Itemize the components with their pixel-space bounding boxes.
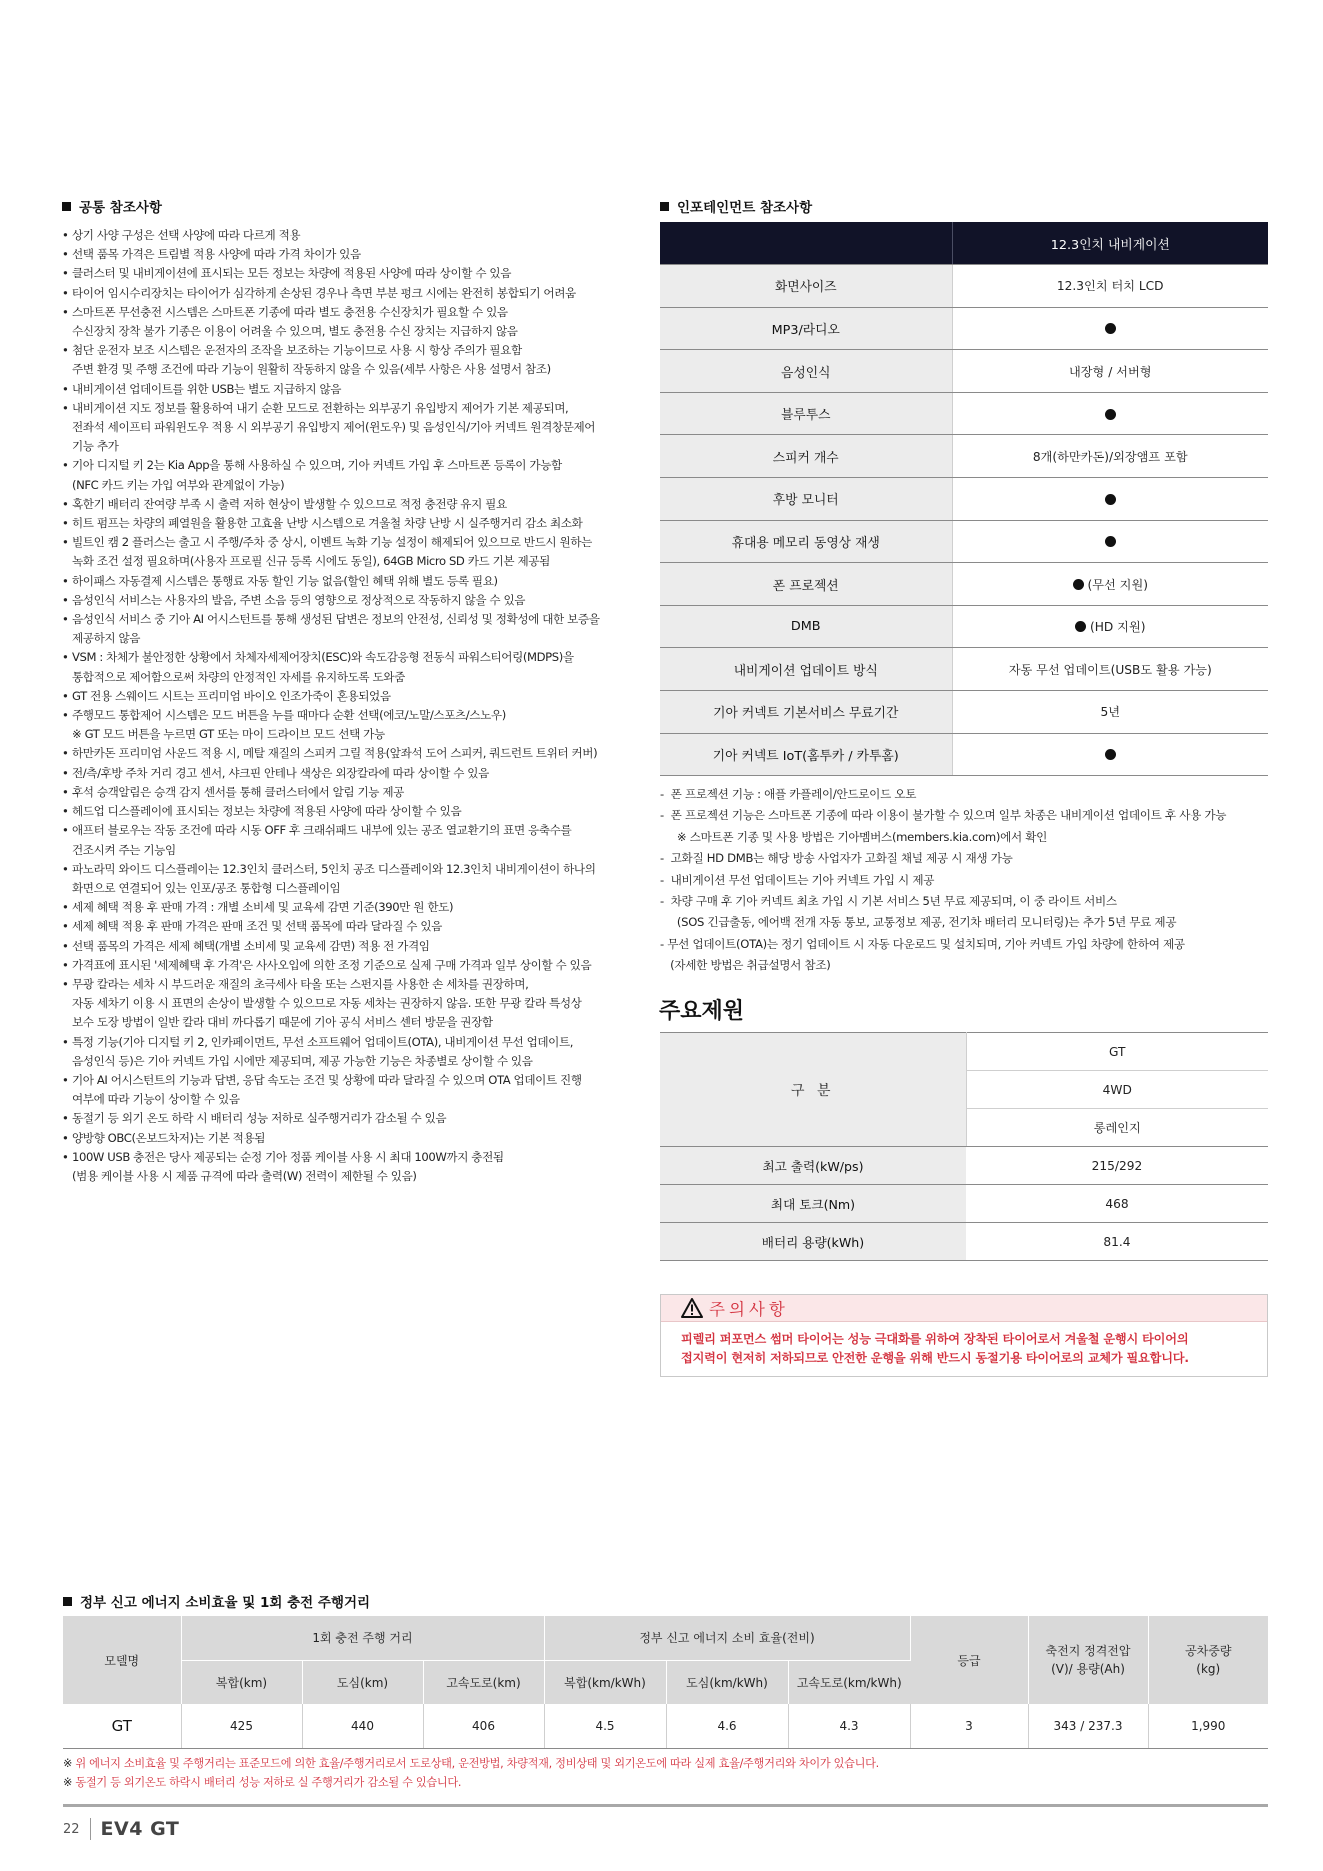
common-note-line: ※ GT 모드 버튼을 누르면 GT 또는 마이 드라이브 모드 선택 가능 [72, 727, 385, 742]
common-note-line: • 무광 칼라는 세차 시 부드러운 재질의 초극세사 타올 또는 스펀지를 사용한 손 세차를 권장하며, [72, 976, 529, 991]
energy-row [63, 1704, 1268, 1748]
common-note-line: • 양방향 OBC(온보드차저)는 기본 적용됨 [72, 1130, 266, 1145]
infotainment-row [660, 478, 1268, 521]
infotainment-row [660, 605, 1268, 648]
infotainment-label: 기아 커넥트 IoT(홈투카 / 카투홈) [660, 733, 952, 776]
reference-mark: ※ [63, 1776, 73, 1789]
infotainment-label: 화면사이즈 [660, 265, 952, 308]
common-note-line: • 하이패스 자동결제 시스템은 통행료 자동 할인 기능 없음(할인 혜택 위해 별도 등록 필요) [72, 573, 498, 588]
infotainment-value [952, 478, 1268, 521]
common-note-item [62, 303, 622, 341]
spec-label: 최대 토크(Nm) [660, 1185, 966, 1223]
infotainment-heading [660, 196, 812, 216]
infotainment-value [952, 265, 1268, 308]
filled-dot-icon [1105, 409, 1116, 420]
infotainment-label: 스피커 개수 [660, 435, 952, 478]
infotainment-value [952, 435, 1268, 478]
spec-table [660, 1032, 1268, 1261]
infotainment-header-blank [660, 222, 952, 265]
common-note-line: 기능 추가 [72, 439, 119, 454]
spec-value: 215/292 [966, 1147, 1268, 1185]
caution-header [661, 1295, 1267, 1322]
footer-separator [90, 1818, 91, 1840]
common-note-item [62, 937, 622, 956]
infotainment-value-text: 5년 [1100, 705, 1121, 720]
common-note-line: • 애프터 블로우는 작동 조건에 따라 시동 OFF 후 크래쉬패드 내부에 있는 공조 열교환기의 표면 응축수를 [72, 823, 572, 838]
common-note-item [62, 687, 622, 706]
common-note-line: • VSM : 차체가 불안정한 상황에서 차체자세제어장치(ESC)와 속도감응형 전동식 파워스티어링(MDPS)을 [72, 650, 574, 665]
energy-header-voltage [1028, 1616, 1148, 1704]
energy-table [63, 1616, 1268, 1749]
common-notes-heading [62, 196, 162, 216]
filled-dot-icon [1105, 749, 1116, 760]
common-note-line: • 타이어 임시수리장치는 타이어가 심각하게 손상된 경우나 측면 부분 펑크 시에는 완전히 봉합되기 어려움 [72, 285, 576, 300]
energy-heading [63, 1591, 370, 1611]
common-note-line: • 전/측/후방 주차 거리 경고 센서, 샤크핀 안테나 색상은 외장칼라에 따라 상이할 수 있음 [72, 765, 489, 780]
common-note-line: • 후석 승객알림은 승객 감지 센서를 통해 클러스터에서 알림 기능 제공 [72, 784, 404, 799]
common-note-line: • 상기 사양 구성은 선택 사양에 따라 다르게 적용 [72, 228, 301, 242]
common-note-line: • 기아 AI 어시스턴트의 기능과 답변, 응답 속도는 조건 및 상황에 따라 달라질 수 있으며 OTA 업데이트 진행 [72, 1072, 582, 1087]
common-notes-list [62, 226, 622, 1186]
infotainment-value [952, 605, 1268, 648]
common-note-line: • 가격표에 표시된 '세제혜택 후 가격'은 사사오입에 의한 조정 기준으로 실제 구매 가격과 일부 상이할 수 있음 [72, 957, 592, 972]
common-note-line: • 선택 품목의 가격은 세제 혜택(개별 소비세 및 교육세 감면) 적용 전 가격임 [72, 938, 430, 953]
infotainment-value-text: 내장형 / 서버형 [1069, 364, 1152, 379]
square-bullet-icon [63, 1597, 72, 1606]
spec-header-drive: 4WD [966, 1071, 1268, 1109]
spec-label: 최고 출력(kW/ps) [660, 1147, 966, 1185]
common-note-line: • 클러스터 및 내비게이션에 표시되는 모든 정보는 차량에 적용된 사양에 따라 상이할 수 있음 [72, 266, 512, 281]
energy-header-range-city: 도심(km) [302, 1660, 423, 1704]
common-note-line: • 파노라믹 와이드 디스플레이는 12.3인치 클러스터, 5인치 공조 디스플레이와 12.3인치 내비게이션이 하나의 [72, 861, 596, 876]
common-note-item [62, 744, 622, 763]
energy-header-eff-highway: 고속도로(km/kWh) [788, 1660, 910, 1704]
energy-title: 정부 신고 에너지 소비효율 및 1회 충전 주행거리 [80, 1595, 371, 1611]
infotainment-value [952, 733, 1268, 776]
infotainment-value [952, 307, 1268, 350]
common-note-line: 주변 환경 및 주행 조건에 따라 기능이 원활히 작동하지 않을 수 있음(세부 사항은 사용 설명서 참조) [72, 362, 551, 377]
energy-header-voltage-text: 축전지 정격전압(V)/ 용량(Ah) [1045, 1644, 1131, 1676]
spec-value: 468 [966, 1185, 1268, 1223]
common-note-line: • 동절기 등 외기 온도 하락 시 배터리 성능 저하로 실주행거리가 감소될 수 있음 [72, 1111, 447, 1126]
energy-header-eff-combined: 복합(km/kWh) [544, 1660, 666, 1704]
infotainment-row [660, 520, 1268, 563]
common-note-item [62, 380, 622, 399]
common-note-item [62, 764, 622, 783]
infotainment-note-line: (SOS 긴급출동, 에어백 전개 자동 통보, 교통정보 제공, 전기차 배터리 모니터링)는 추가 5년 무료 제공 [660, 915, 1177, 930]
infotainment-value-text: 8개(하만카돈)/외장앰프 포함 [1032, 449, 1188, 464]
common-note-line: • 선택 품목 가격은 트림별 적용 사양에 따라 가격 차이가 있음 [72, 247, 361, 262]
infotainment-label: 휴대용 메모리 동영상 재생 [660, 520, 952, 563]
infotainment-row [660, 350, 1268, 393]
energy-grade: 3 [910, 1704, 1028, 1748]
infotainment-value-text: 자동 무선 업데이트(USB도 활용 가능) [1008, 662, 1212, 677]
common-note-item [62, 495, 622, 514]
energy-header-model: 모델명 [63, 1616, 181, 1704]
common-note-line: • 헤드업 디스플레이에 표시되는 정보는 차량에 적용된 사양에 따라 상이할 수 있음 [72, 804, 462, 819]
common-note-item [62, 399, 622, 457]
infotainment-value-text: 12.3인치 터치 LCD [1056, 279, 1164, 294]
energy-note [63, 1754, 879, 1773]
common-note-line: • 내비게이션 지도 정보를 활용하여 내기 순환 모드로 전환하는 외부공기 유입방지 제어가 기본 제공되며, [72, 400, 569, 415]
spec-header-trim: GT [966, 1033, 1268, 1071]
common-note-item [62, 821, 622, 859]
energy-eff-highway: 4.3 [788, 1704, 910, 1748]
infotainment-value [952, 648, 1268, 691]
common-note-item [62, 514, 622, 533]
common-note-line: 제공하지 않음 [72, 631, 141, 646]
common-note-line: • 히트 펌프는 차량의 폐열원을 활용한 고효율 난방 시스템으로 겨울철 차량 난방 시 실주행거리 감소 최소화 [72, 516, 583, 531]
filled-dot-icon [1105, 536, 1116, 547]
common-note-line: 건조시켜 주는 기능임 [72, 842, 176, 857]
infotainment-value [952, 520, 1268, 563]
spec-title: 주요제원 [659, 999, 745, 1024]
spec-row [660, 1147, 1268, 1185]
energy-header-weight-text: 공차중량 (kg) [1185, 1644, 1232, 1676]
common-note-item [62, 898, 622, 917]
caution-title: 주의사항 [709, 1300, 789, 1319]
filled-dot-icon [1075, 621, 1086, 632]
infotainment-value [952, 563, 1268, 606]
square-bullet-icon [660, 202, 669, 211]
energy-notes [63, 1754, 879, 1792]
infotainment-row [660, 691, 1268, 734]
warning-icon [681, 1298, 703, 1318]
energy-note-text: 위 에너지 소비효율 및 주행거리는 표준모드에 의한 효율/주행거리로서 도로상태, 운전방법, 차량적재, 정비상태 및 외기온도에 따라 실제 효율/주행거리와 차이가 있습니다. [72, 1757, 879, 1770]
energy-header-range: 1회 충전 주행 거리 [181, 1616, 544, 1660]
common-note-item [62, 648, 622, 686]
infotainment-column-header: 12.3인치 내비게이션 [952, 222, 1268, 265]
spec-gubun-label: 구 분 [660, 1033, 966, 1147]
common-note-item [62, 802, 622, 821]
spec-value: 81.4 [966, 1223, 1268, 1261]
spec-row [660, 1223, 1268, 1261]
infotainment-row [660, 392, 1268, 435]
common-note-line: • 혹한기 배터리 잔여량 부족 시 출력 저하 현상이 발생할 수 있으므로 적정 충전량 유지 필요 [72, 496, 507, 511]
energy-range-combined: 425 [181, 1704, 302, 1748]
infotainment-label: 블루투스 [660, 392, 952, 435]
energy-range-city: 440 [302, 1704, 423, 1748]
common-note-line: • 세제 혜택 적용 후 판매 가격은 판매 조건 및 선택 품목에 따라 달라질 수 있음 [72, 919, 442, 934]
common-note-item [62, 956, 622, 975]
common-note-line: • 100W USB 충전은 당사 제공되는 순정 기아 정품 케이블 사용 시 최대 100W까지 충전됨 [72, 1149, 504, 1164]
spec-row [660, 1185, 1268, 1223]
common-note-line: • 스마트폰 무선충전 시스템은 스마트폰 기종에 따라 별도 충전용 수신장치가 필요할 수 있음 [72, 304, 508, 319]
common-note-line: • 첨단 운전자 보조 시스템은 운전자의 조작을 보조하는 기능이므로 사용 시 항상 주의가 필요함 [72, 343, 522, 358]
footer-model-name: EV4 GT [100, 1818, 180, 1840]
common-note-item [62, 533, 622, 571]
common-note-item [62, 610, 622, 648]
common-note-line: 음성인식 등)은 기아 커넥트 가입 시에만 제공되며, 제공 가능한 기능은 차종별로 상이할 수 있음 [72, 1053, 533, 1068]
common-note-line: • 특정 기능(기아 디지털 키 2, 인카페이먼트, 무선 소프트웨어 업데이트(OTA), 내비게이션 무선 업데이트, [72, 1034, 574, 1049]
energy-eff-combined: 4.5 [544, 1704, 666, 1748]
infotainment-title: 인포테인먼트 참조사항 [677, 200, 813, 216]
infotainment-row [660, 648, 1268, 691]
infotainment-note-line: - 내비게이션 무선 업데이트는 기아 커넥트 가입 시 제공 [660, 872, 935, 887]
common-note-item [62, 1129, 622, 1148]
common-note-item [62, 1148, 622, 1186]
common-note-line: 보수 도장 방법이 일반 칼라 대비 까다롭기 때문에 기아 공식 서비스 센터 방문을 권장함 [72, 1015, 493, 1030]
common-note-line: • GT 전용 스웨이드 시트는 프리미엄 바이오 인조가죽이 혼용되었음 [72, 688, 391, 703]
energy-eff-city: 4.6 [666, 1704, 788, 1748]
common-note-item [62, 975, 622, 1033]
page-footer [63, 1818, 179, 1840]
energy-note-text: 동절기 등 외기온도 하락시 배터리 성능 저하로 실 주행거리가 감소될 수 있습니다. [72, 1776, 462, 1789]
common-note-line: • 음성인식 서비스 중 기아 AI 어시스턴트를 통해 생성된 답변은 정보의 안전성, 신뢰성 및 정확성에 대한 보증을 [72, 612, 600, 627]
infotainment-row [660, 563, 1268, 606]
common-note-line: 수신장치 장착 불가 기종은 이용이 어려울 수 있으며, 별도 충전용 수신 장치는 지급하지 않음 [72, 324, 518, 339]
common-note-item [62, 1109, 622, 1128]
common-note-line: • 내비게이션 업데이트를 위한 USB는 별도 지급하지 않음 [72, 381, 342, 396]
spec-header-battery-type: 롱레인지 [966, 1109, 1268, 1147]
reference-mark: ※ [63, 1757, 73, 1770]
common-note-line: 전좌석 세이프티 파워윈도우 적용 시 외부공기 유입방지 제어(윈도우) 및 음성인식/기아 커넥트 원격창문제어 [72, 420, 596, 435]
common-note-item [62, 1033, 622, 1071]
infotainment-note-line: - 고화질 HD DMB는 해당 방송 사업자가 고화질 채널 제공 시 재생 가능 [660, 851, 1013, 866]
infotainment-label: 내비게이션 업데이트 방식 [660, 648, 952, 691]
common-note-item [62, 245, 622, 264]
common-note-item [62, 917, 622, 936]
common-note-line: (범용 케이블 사용 시 제품 규격에 따라 출력(W) 전력이 제한될 수 있음) [72, 1168, 417, 1183]
common-note-line: • 주행모드 통합제어 시스템은 모드 버튼을 누를 때마다 순환 선택(에코/노말/스포츠/스노우) [72, 708, 506, 723]
infotainment-row [660, 435, 1268, 478]
common-note-line: 화면으로 연결되어 있는 인포/공조 통합형 디스플레이임 [72, 880, 341, 895]
infotainment-value [952, 350, 1268, 393]
infotainment-note-line: - 무선 업데이트(OTA)는 정기 업데이트 시 자동 다운로드 및 설치되며, 기아 커넥트 가입 차량에 한하여 제공 [660, 936, 1185, 951]
common-note-item [62, 706, 622, 744]
common-note-item [62, 341, 622, 379]
common-note-item [62, 783, 622, 802]
infotainment-label: DMB [660, 605, 952, 648]
filled-dot-icon [1073, 579, 1084, 590]
common-note-line: 녹화 조건 설정 필요하며(사용자 프로필 신규 등록 시에도 동일), 64GB Micro SD 카드 기본 제공됨 [72, 554, 550, 569]
common-note-item [62, 860, 622, 898]
infotainment-table [660, 222, 1268, 776]
page-number: 22 [63, 1821, 80, 1837]
infotainment-row [660, 307, 1268, 350]
common-note-item [62, 456, 622, 494]
infotainment-row [660, 733, 1268, 776]
energy-header-weight [1148, 1616, 1268, 1704]
common-note-item [62, 572, 622, 591]
caution-box [660, 1294, 1268, 1377]
energy-header-range-highway: 고속도로(km) [423, 1660, 544, 1704]
caution-line: 접지력이 현저히 저하되므로 안전한 운행을 위해 반드시 동절기용 타이어로의 교체가 필요합니다. [681, 1351, 1189, 1365]
energy-header-range-combined: 복합(km) [181, 1660, 302, 1704]
infotainment-note-line: (자세한 방법은 취급설명서 참조) [660, 958, 831, 973]
infotainment-note-line: - 폰 프로젝션 기능은 스마트폰 기종에 따라 이용이 불가할 수 있으며 일부 차종은 내비게이션 업데이트 후 사용 가능 [660, 808, 1227, 823]
infotainment-label: 폰 프로젝션 [660, 563, 952, 606]
common-note-line: (NFC 카드 키는 가입 여부와 관계없이 가능) [72, 477, 285, 492]
infotainment-label: 음성인식 [660, 350, 952, 393]
common-note-line: • 기아 디지털 키 2는 Kia App을 통해 사용하실 수 있으며, 기아 커넥트 가입 후 스마트폰 등록이 가능함 [72, 458, 562, 473]
common-note-item [62, 591, 622, 610]
common-note-item [62, 284, 622, 303]
energy-model: GT [63, 1704, 181, 1748]
energy-header-efficiency: 정부 신고 에너지 소비 효율(전비) [544, 1616, 910, 1660]
common-note-line: • 세제 혜택 적용 후 판매 가격 : 개별 소비세 및 교육세 감면 기준(390만 원 한도) [72, 900, 454, 915]
infotainment-label: MP3/라디오 [660, 307, 952, 350]
common-note-line: 통합적으로 제어함으로써 차량의 안정적인 자세를 유지하도록 도와줌 [72, 669, 405, 684]
common-note-line: 여부에 따라 기능이 상이할 수 있음 [72, 1092, 240, 1107]
filled-dot-icon [1105, 323, 1116, 334]
filled-dot-icon [1105, 494, 1116, 505]
infotainment-row [660, 265, 1268, 308]
infotainment-value-text: (무선 지원) [1087, 577, 1148, 592]
energy-header-eff-city: 도심(km/kWh) [666, 1660, 788, 1704]
common-note-line: 자동 세차기 이용 시 표면의 손상이 발생할 수 있으므로 자동 세차는 권장하지 않음. 또한 무광 칼라 특성상 [72, 996, 582, 1011]
common-notes-title: 공통 참조사항 [79, 200, 162, 216]
energy-header-grade: 등급 [910, 1616, 1028, 1704]
energy-note [63, 1773, 879, 1792]
infotainment-value-text: (HD 지원) [1090, 620, 1146, 635]
common-note-line: • 빌트인 캠 2 플러스는 출고 시 주행/주차 중 상시, 이벤트 녹화 기능 설정이 해제되어 있으므로 반드시 원하는 [72, 535, 592, 550]
common-note-item [62, 1071, 622, 1109]
spec-label: 배터리 용량(kWh) [660, 1223, 966, 1261]
infotainment-label: 기아 커넥트 기본서비스 무료기간 [660, 691, 952, 734]
energy-range-highway: 406 [423, 1704, 544, 1748]
infotainment-notes [660, 784, 1280, 977]
infotainment-note-line: ※ 스마트폰 기종 및 사용 방법은 기아멤버스(members.kia.com)에서 확인 [660, 829, 1048, 844]
square-bullet-icon [62, 202, 71, 211]
common-note-line: • 하만카돈 프리미엄 사운드 적용 시, 메탈 재질의 스피커 그릴 적용(앞좌석 도어 스피커, 쿼드런트 트위터 커버) [72, 746, 598, 761]
footer-divider [63, 1804, 1268, 1807]
infotainment-label: 후방 모니터 [660, 478, 952, 521]
common-note-line: • 음성인식 서비스는 사용자의 발음, 주변 소음 등의 영향으로 정상적으로 작동하지 않을 수 있음 [72, 592, 526, 607]
infotainment-note-line: - 폰 프로젝션 기능 : 애플 카플레이/안드로이드 오토 [660, 787, 917, 801]
infotainment-note-line: - 차량 구매 후 기아 커넥트 최초 가입 시 기본 서비스 5년 무료 제공되며, 이 중 라이트 서비스 [660, 894, 1117, 909]
infotainment-value [952, 392, 1268, 435]
energy-weight: 1,990 [1148, 1704, 1268, 1748]
infotainment-value [952, 691, 1268, 734]
energy-voltage: 343 / 237.3 [1028, 1704, 1148, 1748]
caution-line: 피렐리 퍼포먼스 썸머 타이어는 성능 극대화를 위하여 장착된 타이어로서 겨울철 운행시 타이어의 [681, 1332, 1189, 1346]
caution-body [661, 1322, 1267, 1376]
common-note-item [62, 264, 622, 283]
common-note-item [62, 226, 622, 245]
